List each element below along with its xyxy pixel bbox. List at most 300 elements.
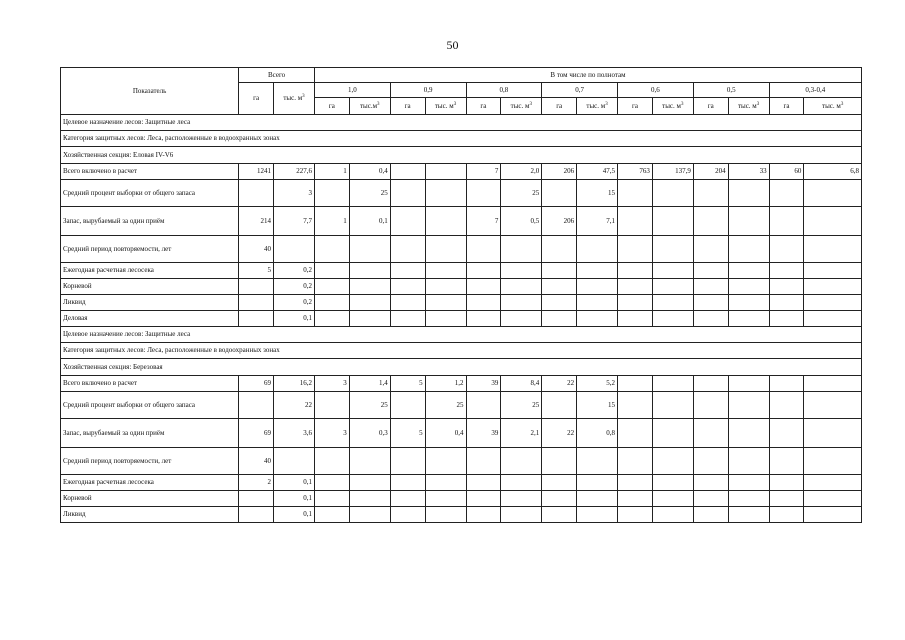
cell-ha [618, 311, 653, 327]
cell-ha [466, 448, 501, 475]
cell-ha [693, 311, 728, 327]
cell-volume [577, 263, 618, 279]
cell-volume [577, 295, 618, 311]
cell-volume: 25 [501, 392, 542, 419]
cell-ha [769, 419, 804, 448]
cell-volume [804, 491, 862, 507]
cell-ha [314, 295, 349, 311]
cell-ha [466, 507, 501, 523]
cell-volume: 137,9 [652, 164, 693, 180]
row-label: Всего включено в расчет [61, 164, 239, 180]
cell-ha [618, 279, 653, 295]
table-row [61, 311, 862, 327]
cell-volume [652, 419, 693, 448]
cell-volume: 7,7 [274, 207, 315, 236]
cell-ha: 5 [390, 376, 425, 392]
table-row [61, 507, 862, 523]
header-row-1 [61, 68, 862, 83]
cell-ha [693, 376, 728, 392]
cell-ha [466, 180, 501, 207]
cell-volume [652, 491, 693, 507]
cell-volume [349, 507, 390, 523]
cell-ha [390, 491, 425, 507]
header-sub-volume: тыс. $м^3$ [728, 98, 769, 115]
cell-ha [390, 207, 425, 236]
cell-volume: 8,4 [501, 376, 542, 392]
row-label: Средний период повторяемости, лет [61, 236, 239, 263]
cell-volume [425, 207, 466, 236]
cell-ha [769, 207, 804, 236]
table-body [61, 115, 862, 523]
cell-ha [618, 236, 653, 263]
cell-ha [618, 419, 653, 448]
cell-volume: 15 [577, 392, 618, 419]
row-label: Средний процент выборки от общего запаса [61, 392, 239, 419]
header-sub-volume: тыс. $м^3$ [804, 98, 862, 115]
header-total-ha: га [239, 83, 274, 115]
cell-ha: 22 [542, 419, 577, 448]
cell-ha [239, 507, 274, 523]
header-density-2: 0,9 [390, 83, 466, 98]
cell-ha [542, 448, 577, 475]
cell-volume [652, 311, 693, 327]
section-row-category [61, 343, 862, 359]
page-number: 50 [446, 38, 459, 52]
cell-volume [652, 236, 693, 263]
cell-volume: 0,1 [274, 491, 315, 507]
cell-volume [804, 392, 862, 419]
cell-volume [425, 311, 466, 327]
row-label: Всего включено в расчет [61, 376, 239, 392]
cell-volume [728, 279, 769, 295]
cell-ha [542, 392, 577, 419]
cell-ha: 7 [466, 207, 501, 236]
cell-ha [769, 392, 804, 419]
cell-volume: 3,6 [274, 419, 315, 448]
header-density-5: 0,6 [618, 83, 694, 98]
cell-ha [769, 295, 804, 311]
cell-volume [501, 279, 542, 295]
cell-ha [542, 236, 577, 263]
table-row [61, 236, 862, 263]
header-sub-ha: га [693, 98, 728, 115]
cell-ha [618, 475, 653, 491]
cell-volume: 1,2 [425, 376, 466, 392]
cell-ha [542, 180, 577, 207]
cell-volume [652, 475, 693, 491]
row-label: Средний процент выборки от общего запаса [61, 180, 239, 207]
cell-ha: 1 [314, 164, 349, 180]
header-density-1: 1,0 [314, 83, 390, 98]
cell-volume [728, 236, 769, 263]
cell-volume [804, 180, 862, 207]
cell-volume: 5,2 [577, 376, 618, 392]
cell-volume: 25 [501, 180, 542, 207]
cell-ha: 214 [239, 207, 274, 236]
cell-volume [804, 295, 862, 311]
cell-volume [652, 263, 693, 279]
cell-ha [693, 207, 728, 236]
cell-volume [728, 392, 769, 419]
cell-volume [652, 392, 693, 419]
table-row [61, 295, 862, 311]
cell-ha [390, 180, 425, 207]
cell-volume [728, 475, 769, 491]
cell-volume [577, 448, 618, 475]
section-label: Целевое назначение лесов: Защитные леса [61, 115, 862, 131]
cell-volume: 0,8 [577, 419, 618, 448]
cell-ha [693, 236, 728, 263]
cell-volume: 2,1 [501, 419, 542, 448]
cell-ha [314, 180, 349, 207]
cell-volume [501, 448, 542, 475]
cell-volume [425, 164, 466, 180]
table-row [61, 207, 862, 236]
cell-ha [239, 295, 274, 311]
cell-volume [728, 311, 769, 327]
cell-volume: 0,1 [274, 507, 315, 523]
cell-volume [274, 236, 315, 263]
cell-volume [652, 376, 693, 392]
cell-ha [390, 392, 425, 419]
cell-volume [425, 180, 466, 207]
cell-volume [804, 448, 862, 475]
cell-ha [769, 279, 804, 295]
cell-ha [542, 279, 577, 295]
header-density-6: 0,5 [693, 83, 769, 98]
table-row [61, 263, 862, 279]
cell-ha: 40 [239, 448, 274, 475]
table-row [61, 475, 862, 491]
cell-ha [466, 279, 501, 295]
cell-ha [769, 491, 804, 507]
cell-volume: 25 [425, 392, 466, 419]
cell-volume: 22 [274, 392, 315, 419]
cell-volume [652, 279, 693, 295]
cell-volume: 0,2 [274, 279, 315, 295]
header-sub-ha: га [390, 98, 425, 115]
cell-ha [542, 491, 577, 507]
cell-volume [425, 448, 466, 475]
header-sub-volume: тыс. $м^3$ [577, 98, 618, 115]
cell-volume [425, 491, 466, 507]
cell-volume [425, 295, 466, 311]
table-row [61, 392, 862, 419]
cell-ha [618, 491, 653, 507]
cell-ha: 60 [769, 164, 804, 180]
cell-ha [693, 392, 728, 419]
cell-ha [618, 180, 653, 207]
cell-volume [501, 311, 542, 327]
cell-volume [349, 236, 390, 263]
cell-ha [466, 475, 501, 491]
cell-ha [618, 376, 653, 392]
cell-ha [769, 475, 804, 491]
cell-ha [314, 491, 349, 507]
cell-ha: 206 [542, 207, 577, 236]
cell-volume: 0,2 [274, 295, 315, 311]
header-total: Всего [239, 68, 315, 83]
cell-ha [314, 279, 349, 295]
section-row-purpose [61, 327, 862, 343]
section-row-economic-section [61, 359, 862, 376]
cell-volume [728, 491, 769, 507]
cell-ha [769, 180, 804, 207]
cell-volume [728, 507, 769, 523]
header-sub-ha: га [542, 98, 577, 115]
cell-volume [728, 419, 769, 448]
cell-ha: 69 [239, 376, 274, 392]
row-label: Ликвид [61, 295, 239, 311]
table-row [61, 376, 862, 392]
cell-ha: 3 [314, 419, 349, 448]
cell-volume [728, 295, 769, 311]
cell-volume [425, 507, 466, 523]
header-sub-ha: га [618, 98, 653, 115]
cell-volume [349, 311, 390, 327]
header-sub-volume: тыс. $м^3$ [652, 98, 693, 115]
cell-volume [577, 236, 618, 263]
cell-volume [349, 475, 390, 491]
cell-volume [349, 279, 390, 295]
cell-ha [542, 295, 577, 311]
cell-volume [804, 311, 862, 327]
cell-ha [314, 392, 349, 419]
cell-ha [542, 475, 577, 491]
cell-ha: 69 [239, 419, 274, 448]
cell-ha: 204 [693, 164, 728, 180]
row-label: Ликвид [61, 507, 239, 523]
cell-volume [652, 180, 693, 207]
row-label: Ежегодная расчетная лесосека [61, 263, 239, 279]
section-row-category [61, 131, 862, 147]
cell-ha [390, 475, 425, 491]
header-sub-ha: га [466, 98, 501, 115]
cell-volume [804, 507, 862, 523]
cell-ha: 3 [314, 376, 349, 392]
cell-ha [542, 263, 577, 279]
cell-volume [804, 279, 862, 295]
cell-volume [425, 279, 466, 295]
cell-ha [542, 311, 577, 327]
cell-ha [466, 263, 501, 279]
cell-volume: 0,4 [425, 419, 466, 448]
cell-ha: 39 [466, 419, 501, 448]
cell-volume: 33 [728, 164, 769, 180]
section-row-economic-section [61, 147, 862, 164]
cell-ha [769, 507, 804, 523]
cell-ha [693, 507, 728, 523]
cell-ha [466, 311, 501, 327]
cell-volume [501, 507, 542, 523]
cell-ha [239, 279, 274, 295]
cell-ha: 40 [239, 236, 274, 263]
cell-ha [542, 507, 577, 523]
cell-ha [693, 295, 728, 311]
cell-volume [652, 448, 693, 475]
header-sub-volume: $тыс.м^3$ [349, 98, 390, 115]
header-indicator: Показатель [61, 68, 239, 115]
cell-volume: 3 [274, 180, 315, 207]
cell-volume [652, 507, 693, 523]
table-row [61, 164, 862, 180]
cell-ha [693, 180, 728, 207]
cell-volume: 0,3 [349, 419, 390, 448]
cell-volume: 0,5 [501, 207, 542, 236]
cell-volume [577, 507, 618, 523]
cell-volume [728, 448, 769, 475]
section-row-purpose [61, 115, 862, 131]
section-label: Хозяйственная секция: Березовая [61, 359, 862, 376]
cell-ha [693, 419, 728, 448]
cell-ha [390, 164, 425, 180]
cell-volume: 0,1 [274, 475, 315, 491]
cell-ha [314, 507, 349, 523]
header-sub-ha: га [314, 98, 349, 115]
cell-ha [390, 295, 425, 311]
header-density-3: 0,8 [466, 83, 542, 98]
cell-ha [769, 311, 804, 327]
cell-volume [501, 491, 542, 507]
cell-volume [577, 491, 618, 507]
cell-volume [804, 207, 862, 236]
section-label: Целевое назначение лесов: Защитные леса [61, 327, 862, 343]
cell-volume [652, 295, 693, 311]
cell-ha [466, 491, 501, 507]
cell-ha [314, 236, 349, 263]
cell-volume [501, 263, 542, 279]
cell-volume: 0,1 [274, 311, 315, 327]
cell-volume [728, 180, 769, 207]
cell-ha: 2 [239, 475, 274, 491]
row-label: Запас, вырубаемый за один приём [61, 207, 239, 236]
cell-ha [239, 180, 274, 207]
cell-ha [769, 263, 804, 279]
cell-volume: 7,1 [577, 207, 618, 236]
cell-volume [577, 279, 618, 295]
cell-volume [349, 263, 390, 279]
cell-ha: 5 [390, 419, 425, 448]
cell-volume [577, 475, 618, 491]
cell-ha: 1241 [239, 164, 274, 180]
cell-volume: 25 [349, 180, 390, 207]
row-label: Средний период повторяемости, лет [61, 448, 239, 475]
cell-volume [425, 263, 466, 279]
cell-ha: 39 [466, 376, 501, 392]
cell-volume [804, 475, 862, 491]
cell-ha [390, 311, 425, 327]
cell-volume: 25 [349, 392, 390, 419]
cell-ha: 22 [542, 376, 577, 392]
cell-ha [769, 448, 804, 475]
cell-volume: 6,8 [804, 164, 862, 180]
cell-ha [390, 448, 425, 475]
cell-volume [577, 311, 618, 327]
cell-volume [652, 207, 693, 236]
table-row [61, 491, 862, 507]
cell-ha [390, 263, 425, 279]
cell-ha [693, 448, 728, 475]
cell-ha [239, 491, 274, 507]
cell-ha [618, 392, 653, 419]
cell-ha [693, 491, 728, 507]
cell-volume: 0,4 [349, 164, 390, 180]
header-total-volume: тыс. $м^3$ [274, 83, 315, 115]
cell-volume: 1,4 [349, 376, 390, 392]
cell-ha: 5 [239, 263, 274, 279]
cell-volume [425, 475, 466, 491]
cell-ha [239, 311, 274, 327]
cell-ha [769, 236, 804, 263]
header-by-density: В том числе по полнотам [314, 68, 861, 83]
row-label: Деловая [61, 311, 239, 327]
cell-ha: 7 [466, 164, 501, 180]
cell-ha [314, 263, 349, 279]
row-label: Корневой [61, 491, 239, 507]
cell-volume: 47,5 [577, 164, 618, 180]
header-sub-volume: тыс. $м^3$ [501, 98, 542, 115]
cell-volume: 0,2 [274, 263, 315, 279]
cell-ha [769, 376, 804, 392]
table-row [61, 448, 862, 475]
header-sub-volume: тыс. $м^3$ [425, 98, 466, 115]
cell-volume [501, 295, 542, 311]
cell-volume [349, 295, 390, 311]
cell-ha [390, 236, 425, 263]
cell-volume [501, 236, 542, 263]
cell-volume [728, 207, 769, 236]
cell-ha [693, 263, 728, 279]
cell-ha [618, 507, 653, 523]
row-label: Запас, вырубаемый за один приём [61, 419, 239, 448]
header-density-4: 0,7 [542, 83, 618, 98]
header-density-7: 0,3-0,4 [769, 83, 861, 98]
cell-ha [466, 392, 501, 419]
cell-ha [466, 236, 501, 263]
cell-volume [728, 376, 769, 392]
cell-ha: 763 [618, 164, 653, 180]
cell-volume: 15 [577, 180, 618, 207]
cell-ha [693, 475, 728, 491]
cell-volume: 227,6 [274, 164, 315, 180]
cell-ha: 1 [314, 207, 349, 236]
table-row [61, 419, 862, 448]
cell-volume [349, 491, 390, 507]
cell-volume [349, 448, 390, 475]
cell-ha [693, 279, 728, 295]
cell-volume [804, 419, 862, 448]
cell-ha [618, 263, 653, 279]
cell-ha [618, 207, 653, 236]
section-label: Категория защитных лесов: Леса, расположенные в водоохранных зонах [61, 343, 862, 359]
cell-ha [618, 448, 653, 475]
cell-ha [390, 279, 425, 295]
cell-volume: 2,0 [501, 164, 542, 180]
table-row [61, 180, 862, 207]
cell-volume [804, 263, 862, 279]
cell-ha: 206 [542, 164, 577, 180]
calculation-table [60, 67, 862, 523]
cell-volume: 16,2 [274, 376, 315, 392]
cell-volume [804, 376, 862, 392]
cell-ha [314, 475, 349, 491]
cell-ha [390, 507, 425, 523]
cell-volume [274, 448, 315, 475]
cell-volume [425, 236, 466, 263]
cell-volume [728, 263, 769, 279]
section-label: Хозяйственная секция: Еловая IV-V6 [61, 147, 862, 164]
header-sub-ha: га [769, 98, 804, 115]
